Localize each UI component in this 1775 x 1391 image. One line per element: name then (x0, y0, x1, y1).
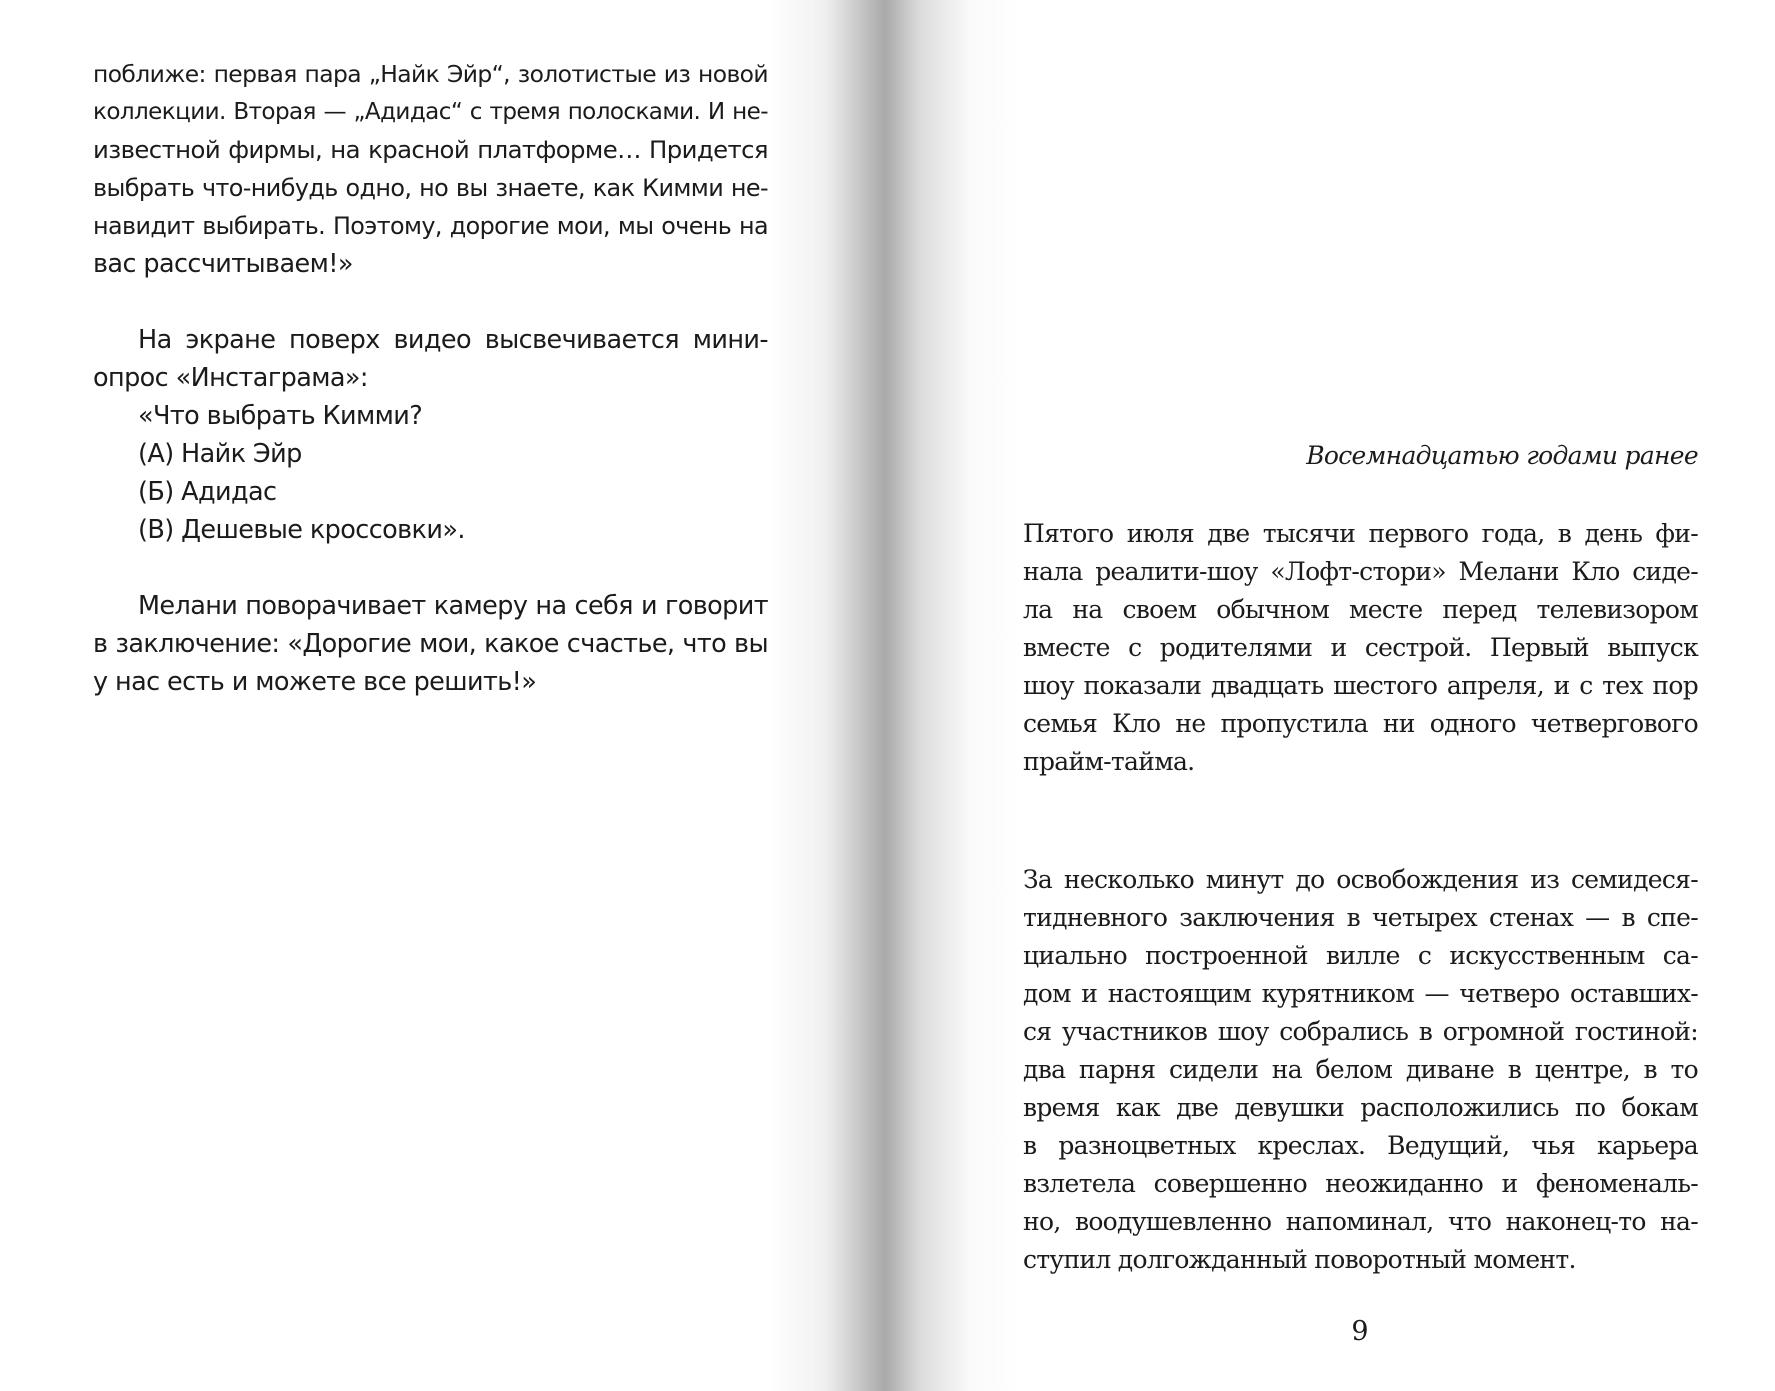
text-line: вместе с родителями и сестрой. Первый выпуск (1023, 633, 1698, 662)
text-line: известной фирмы, на красной платформе… Придется (93, 135, 768, 164)
text-line: время как две девушки расположились по бокам (1023, 1093, 1698, 1122)
text-line: Пятого июля две тысячи первого года, в день фи- (1023, 519, 1698, 548)
poll-option-b: (Б) Адидас (138, 477, 277, 507)
text-line: За несколько минут до освобождения из семидеся- (1023, 865, 1698, 894)
text-line: опрос «Инстаграма»: (93, 363, 368, 393)
text-line: ступил долгожданный поворотный момент. (1023, 1245, 1576, 1274)
text-line: два парня сидели на белом диване в центре, в то (1023, 1055, 1698, 1084)
text-line: тидневного заключения в четырех стенах — в спе- (1023, 903, 1698, 932)
text-line: у нас есть и можете все решить!» (93, 667, 537, 697)
poll-option-c: (В) Дешевые кроссовки». (138, 515, 465, 545)
text-line: прайм-тайма. (1023, 747, 1195, 776)
text-line: поближе: первая пара „Найк Эйр“, золотистые из новой (93, 60, 768, 88)
text-line: выбрать что-нибудь одно, но вы знаете, как Кимми не- (93, 174, 768, 202)
text-line: но, воодушевленно напоминал, что наконец-то на- (1023, 1207, 1698, 1236)
text-line: шоу показали двадцать шестого апреля, и с тех пор (1023, 671, 1698, 700)
page-number: 9 (1351, 1316, 1369, 1347)
text-line: циально построенной вилле с искусственным са- (1023, 941, 1698, 970)
chapter-epigraph: Восемнадцатью годами ранее (1306, 441, 1698, 470)
text-line: ла на своем обычном месте перед телевизором (1023, 595, 1698, 624)
text-line: взлетела совершенно неожиданно и феноменаль- (1023, 1169, 1698, 1198)
poll-question: «Что выбрать Кимми? (138, 401, 423, 431)
poll-option-a: (А) Найк Эйр (138, 439, 302, 469)
text-line: в разноцветных креслах. Ведущий, чья карьера (1023, 1131, 1698, 1160)
text-line: На экране поверх видео высвечивается мини- (138, 325, 768, 355)
text-line: в заключение: «Дорогие мои, какое счастье, что вы (93, 629, 768, 659)
text-line: семья Кло не пропустила ни одного четвергового (1023, 709, 1698, 738)
text-line: навидит выбирать. Поэтому, дорогие мои, мы очень на (93, 212, 768, 240)
text-line: ся участников шоу собрались в огромной гостиной: (1023, 1017, 1698, 1046)
text-line: Мелани поворачивает камеру на себя и говорит (138, 591, 768, 621)
text-line: нала реалити-шоу «Лофт-стори» Мелани Кло сиде- (1023, 557, 1698, 586)
text-line: вас рассчитываем!» (93, 249, 353, 279)
text-line: коллекции. Вторая — „Адидас“ с тремя полосками. И не- (93, 99, 768, 125)
gutter-shadow (770, 0, 1020, 1391)
text-line: дом и настоящим курятником — четверо оставших- (1023, 979, 1698, 1008)
